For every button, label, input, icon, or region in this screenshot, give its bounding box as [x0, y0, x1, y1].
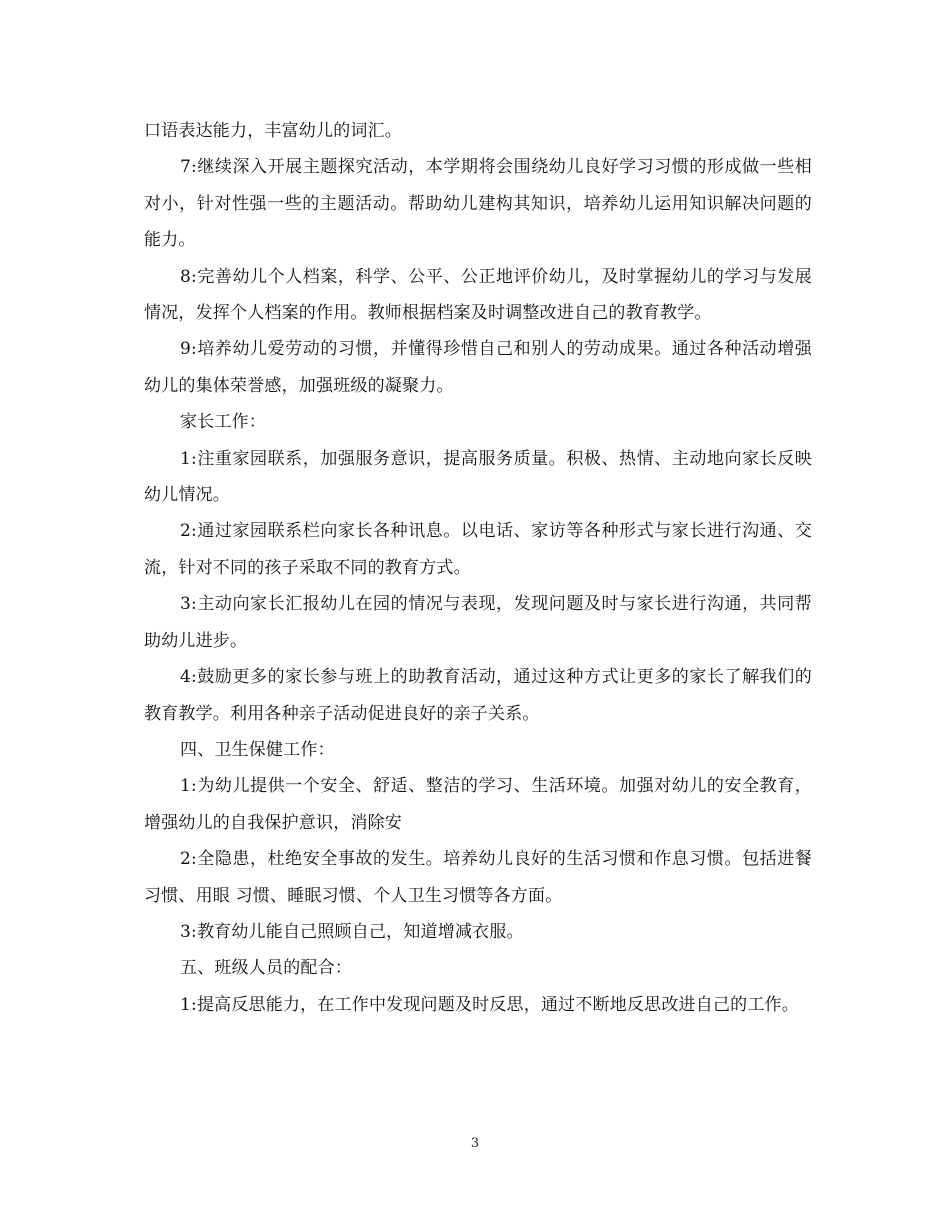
- paragraph-13: 3:教育幼儿能自己照顾自己，知道增减衣服。: [180, 921, 524, 942]
- paragraph-12: 2:全隐患，杜绝安全事故的发生。培养幼儿良好的生活习惯和作息习惯。包括进餐习惯、用眼 习惯、睡眠习惯、个人卫生习惯等各方面。: [144, 849, 812, 906]
- section-heading-health-care: 四、卫生保健工作：: [180, 739, 335, 760]
- section-heading-parent-work: 家长工作：: [180, 412, 266, 433]
- paragraph-7: 2:通过家园联系栏向家长各种讯息。以电话、家访等各种形式与家长进行沟通、交流，针对不同的孩子采取不同的教育方式。: [144, 521, 812, 578]
- section-heading-staff-cooperation: 五、班级人员的配合：: [180, 958, 352, 979]
- paragraph-11: 1:为幼儿提供一个安全、舒适、整洁的学习、生活环境。加强对幼儿的安全教育，增强幼儿的自我保护意识，消除安: [144, 776, 812, 833]
- paragraph-3: 8:完善幼儿个人档案，科学、公平、公正地评价幼儿，及时掌握幼儿的学习与发展情况，发挥个人档案的作用。教师根据档案及时调整改进自己的教育教学。: [144, 266, 812, 324]
- paragraph-1: 口语表达能力，丰富幼儿的词汇。: [144, 121, 402, 141]
- paragraph-8: 3:主动向家长汇报幼儿在园的情况与表现，发现问题及时与家长进行沟通，共同帮助幼儿进步。: [144, 594, 812, 651]
- page-number: 3: [470, 1136, 480, 1151]
- paragraph-6: 1:注重家园联系，加强服务意识，提高服务质量。积极、热情、主动地向家长反映幼儿情况。: [144, 448, 812, 506]
- paragraph-15: 1:提高反思能力，在工作中发现问题及时反思，通过不断地反思改进自己的工作。: [180, 994, 799, 1015]
- paragraph-4: 9:培养幼儿爱劳动的习惯，并懂得珍惜自己和别人的劳动成果。通过各种活动增强幼儿的集体荣誉感，加强班级的凝聚力。: [144, 339, 812, 396]
- paragraph-2: 7:继续深入开展主题探究活动，本学期将会围绕幼儿良好学习习惯的形成做一些相对小，针对性强一些的主题活动。帮助幼儿建构其知识，培养幼儿运用知识解决问题的能力。: [144, 157, 812, 251]
- document-body: [144, 113, 812, 1023]
- paragraph-9: 4:鼓励更多的家长参与班上的助教育活动，通过这种方式让更多的家长了解我们的教育教学。利用各种亲子活动促进良好的亲子关系。: [144, 667, 812, 724]
